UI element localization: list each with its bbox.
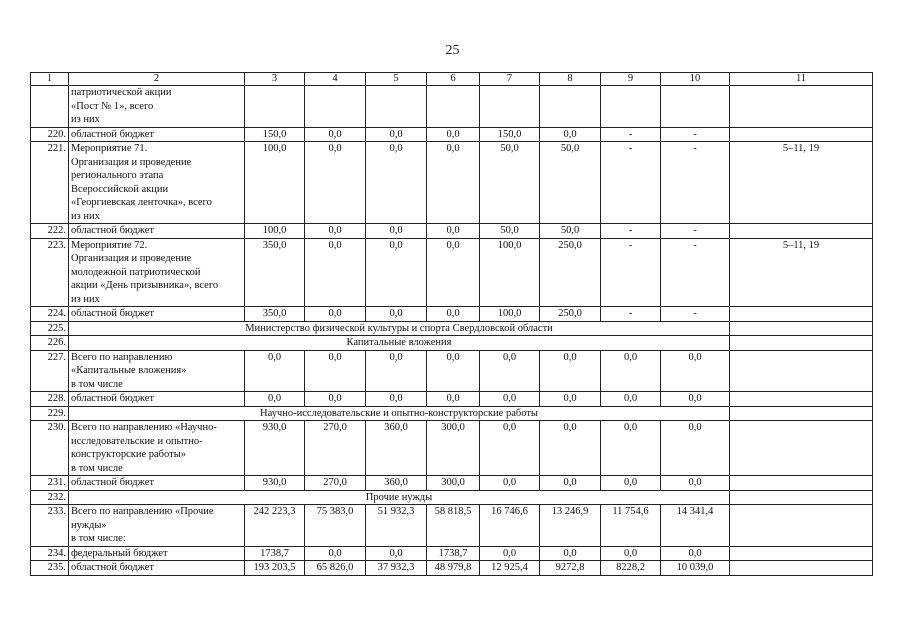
value-cell: 1738,7 (245, 546, 305, 561)
section-title: Капитальные вложения (69, 336, 730, 351)
row-name: Всего по направлению «Капитальные вложения» в том числе (69, 350, 245, 392)
target-indicators-ref (730, 546, 873, 561)
value-cell: 0,0 (305, 224, 366, 239)
row-number: 231. (31, 476, 69, 491)
table-row (31, 127, 873, 142)
row-number: 223. (31, 238, 69, 307)
column-header: 11 (730, 73, 873, 86)
value-cell: 0,0 (427, 224, 480, 239)
value-cell: 930,0 (245, 476, 305, 491)
value-cell: 0,0 (305, 142, 366, 224)
value-cell: 100,0 (245, 142, 305, 224)
value-cell: 0,0 (427, 142, 480, 224)
value-cell: 50,0 (540, 142, 601, 224)
row-name: Мероприятие 72. Организация и проведение молодежной патриотической акции «День призывника», всего из них (69, 238, 245, 307)
value-cell: 50,0 (480, 142, 540, 224)
section-ref-cell (730, 336, 873, 351)
value-cell: 0,0 (427, 307, 480, 322)
section-row (31, 490, 873, 505)
value-cell: 0,0 (601, 350, 661, 392)
value-cell: 0,0 (366, 224, 427, 239)
section-ref-cell (730, 490, 873, 505)
table-row (31, 238, 873, 307)
value-cell: 0,0 (661, 350, 730, 392)
row-number: 227. (31, 350, 69, 392)
row-number: 229. (31, 406, 69, 421)
value-cell: 12 925,4 (480, 561, 540, 576)
value-cell: 250,0 (540, 238, 601, 307)
value-cell: 0,0 (305, 350, 366, 392)
row-number: 224. (31, 307, 69, 322)
column-header: 3 (245, 73, 305, 86)
value-cell: 270,0 (305, 476, 366, 491)
column-header: 6 (427, 73, 480, 86)
table-row (31, 561, 873, 576)
section-title: Министерство физической культуры и спорта Свердловской области (69, 321, 730, 336)
value-cell: 150,0 (480, 127, 540, 142)
table-row (31, 224, 873, 239)
section-title: Научно-исследовательские и опытно-конструкторские работы (69, 406, 730, 421)
table-row (31, 476, 873, 491)
value-cell: 0,0 (480, 476, 540, 491)
value-cell: 100,0 (480, 238, 540, 307)
value-cell: 50,0 (480, 224, 540, 239)
value-cell: 242 223,3 (245, 505, 305, 547)
table-row (31, 307, 873, 322)
row-name: областной бюджет (69, 127, 245, 142)
row-name: Всего по направлению «Прочие нужды» в том числе: (69, 505, 245, 547)
value-cell: 8228,2 (601, 561, 661, 576)
value-cell: 0,0 (661, 421, 730, 476)
value-cell: 9272,8 (540, 561, 601, 576)
value-cell: 0,0 (305, 307, 366, 322)
value-cell: 0,0 (601, 392, 661, 407)
row-name: областной бюджет (69, 307, 245, 322)
row-name: Всего по направлению «Научно- исследовательские и опытно- конструкторские работы» в том числе (69, 421, 245, 476)
value-cell: 0,0 (601, 421, 661, 476)
target-indicators-ref (730, 505, 873, 547)
column-header-row (31, 73, 873, 86)
value-cell: 0,0 (366, 238, 427, 307)
value-cell: 0,0 (601, 546, 661, 561)
target-indicators-ref (730, 224, 873, 239)
value-cell: 14 341,4 (661, 505, 730, 547)
budget-table (30, 72, 873, 576)
value-cell (245, 86, 305, 128)
row-number: 220. (31, 127, 69, 142)
column-header: 7 (480, 73, 540, 86)
column-header: 1 (31, 73, 69, 86)
table-row (31, 142, 873, 224)
row-number: 222. (31, 224, 69, 239)
value-cell: 270,0 (305, 421, 366, 476)
section-ref-cell (730, 321, 873, 336)
column-header: 9 (601, 73, 661, 86)
value-cell: - (601, 127, 661, 142)
value-cell: 48 979,8 (427, 561, 480, 576)
target-indicators-ref (730, 392, 873, 407)
column-header: 2 (69, 73, 245, 86)
value-cell: 0,0 (540, 350, 601, 392)
section-title: Прочие нужды (69, 490, 730, 505)
value-cell: 100,0 (480, 307, 540, 322)
value-cell: 0,0 (427, 127, 480, 142)
value-cell: 350,0 (245, 238, 305, 307)
value-cell: 0,0 (366, 307, 427, 322)
row-number: 226. (31, 336, 69, 351)
column-header: 8 (540, 73, 601, 86)
target-indicators-ref (730, 307, 873, 322)
table-row (31, 350, 873, 392)
value-cell: 65 826,0 (305, 561, 366, 576)
target-indicators-ref: 5–11, 19 (730, 238, 873, 307)
target-indicators-ref (730, 86, 873, 128)
value-cell (661, 86, 730, 128)
value-cell: - (601, 238, 661, 307)
value-cell: 250,0 (540, 307, 601, 322)
value-cell (427, 86, 480, 128)
value-cell: 13 246,9 (540, 505, 601, 547)
value-cell (366, 86, 427, 128)
row-number: 234. (31, 546, 69, 561)
row-name: областной бюджет (69, 224, 245, 239)
value-cell: - (661, 238, 730, 307)
value-cell: - (661, 127, 730, 142)
section-row (31, 406, 873, 421)
value-cell: 0,0 (540, 392, 601, 407)
value-cell: 0,0 (305, 546, 366, 561)
value-cell: 150,0 (245, 127, 305, 142)
value-cell: 58 818,5 (427, 505, 480, 547)
table-row (31, 546, 873, 561)
section-row (31, 336, 873, 351)
value-cell: 0,0 (601, 476, 661, 491)
value-cell: 350,0 (245, 307, 305, 322)
table-body (31, 73, 873, 576)
value-cell: 0,0 (366, 142, 427, 224)
table-row (31, 421, 873, 476)
value-cell: 0,0 (540, 421, 601, 476)
value-cell: 193 203,5 (245, 561, 305, 576)
section-row (31, 321, 873, 336)
value-cell (305, 86, 366, 128)
value-cell: - (661, 307, 730, 322)
value-cell: 0,0 (366, 127, 427, 142)
value-cell: 930,0 (245, 421, 305, 476)
value-cell: 0,0 (305, 238, 366, 307)
value-cell: 0,0 (427, 238, 480, 307)
value-cell: - (661, 224, 730, 239)
value-cell: 0,0 (540, 127, 601, 142)
value-cell: 360,0 (366, 421, 427, 476)
value-cell: 0,0 (661, 476, 730, 491)
page-number: 25 (445, 43, 460, 58)
column-header: 10 (661, 73, 730, 86)
value-cell: 0,0 (366, 392, 427, 407)
value-cell: 0,0 (661, 546, 730, 561)
value-cell: 0,0 (366, 546, 427, 561)
value-cell: 10 039,0 (661, 561, 730, 576)
row-number (31, 86, 69, 128)
target-indicators-ref (730, 476, 873, 491)
value-cell: 0,0 (366, 350, 427, 392)
row-number: 235. (31, 561, 69, 576)
value-cell: 0,0 (245, 350, 305, 392)
value-cell: 50,0 (540, 224, 601, 239)
value-cell: 1738,7 (427, 546, 480, 561)
value-cell: 11 754,6 (601, 505, 661, 547)
value-cell (540, 86, 601, 128)
value-cell: 0,0 (427, 350, 480, 392)
value-cell: 0,0 (480, 546, 540, 561)
value-cell (480, 86, 540, 128)
table-row (31, 392, 873, 407)
column-header: 4 (305, 73, 366, 86)
value-cell: - (601, 307, 661, 322)
value-cell: 16 746,6 (480, 505, 540, 547)
value-cell: 75 383,0 (305, 505, 366, 547)
value-cell: 0,0 (245, 392, 305, 407)
table-row (31, 505, 873, 547)
row-name: федеральный бюджет (69, 546, 245, 561)
target-indicators-ref (730, 350, 873, 392)
value-cell: 0,0 (661, 392, 730, 407)
value-cell: 0,0 (540, 476, 601, 491)
row-name: областной бюджет (69, 392, 245, 407)
value-cell: - (661, 142, 730, 224)
row-name: областной бюджет (69, 476, 245, 491)
value-cell: 51 932,3 (366, 505, 427, 547)
value-cell (601, 86, 661, 128)
value-cell: 300,0 (427, 421, 480, 476)
value-cell: 0,0 (480, 392, 540, 407)
row-number: 230. (31, 421, 69, 476)
column-header: 5 (366, 73, 427, 86)
row-number: 225. (31, 321, 69, 336)
value-cell: 0,0 (540, 546, 601, 561)
row-number: 228. (31, 392, 69, 407)
row-number: 221. (31, 142, 69, 224)
value-cell: 0,0 (305, 127, 366, 142)
target-indicators-ref (730, 561, 873, 576)
value-cell: 360,0 (366, 476, 427, 491)
value-cell: 0,0 (305, 392, 366, 407)
value-cell: 0,0 (480, 350, 540, 392)
table-row (31, 86, 873, 128)
value-cell: 0,0 (427, 392, 480, 407)
value-cell: - (601, 224, 661, 239)
value-cell: 0,0 (480, 421, 540, 476)
row-name: Мероприятие 71. Организация и проведение регионального этапа Всероссийской акции «Георгиевская ленточка», всего из них (69, 142, 245, 224)
row-name: областной бюджет (69, 561, 245, 576)
section-ref-cell (730, 406, 873, 421)
target-indicators-ref (730, 127, 873, 142)
target-indicators-ref (730, 421, 873, 476)
value-cell: 100,0 (245, 224, 305, 239)
value-cell: 37 932,3 (366, 561, 427, 576)
row-number: 233. (31, 505, 69, 547)
row-number: 232. (31, 490, 69, 505)
value-cell: - (601, 142, 661, 224)
value-cell: 300,0 (427, 476, 480, 491)
target-indicators-ref: 5–11, 19 (730, 142, 873, 224)
row-name: патриотической акции «Пост № 1», всего из них (69, 86, 245, 128)
